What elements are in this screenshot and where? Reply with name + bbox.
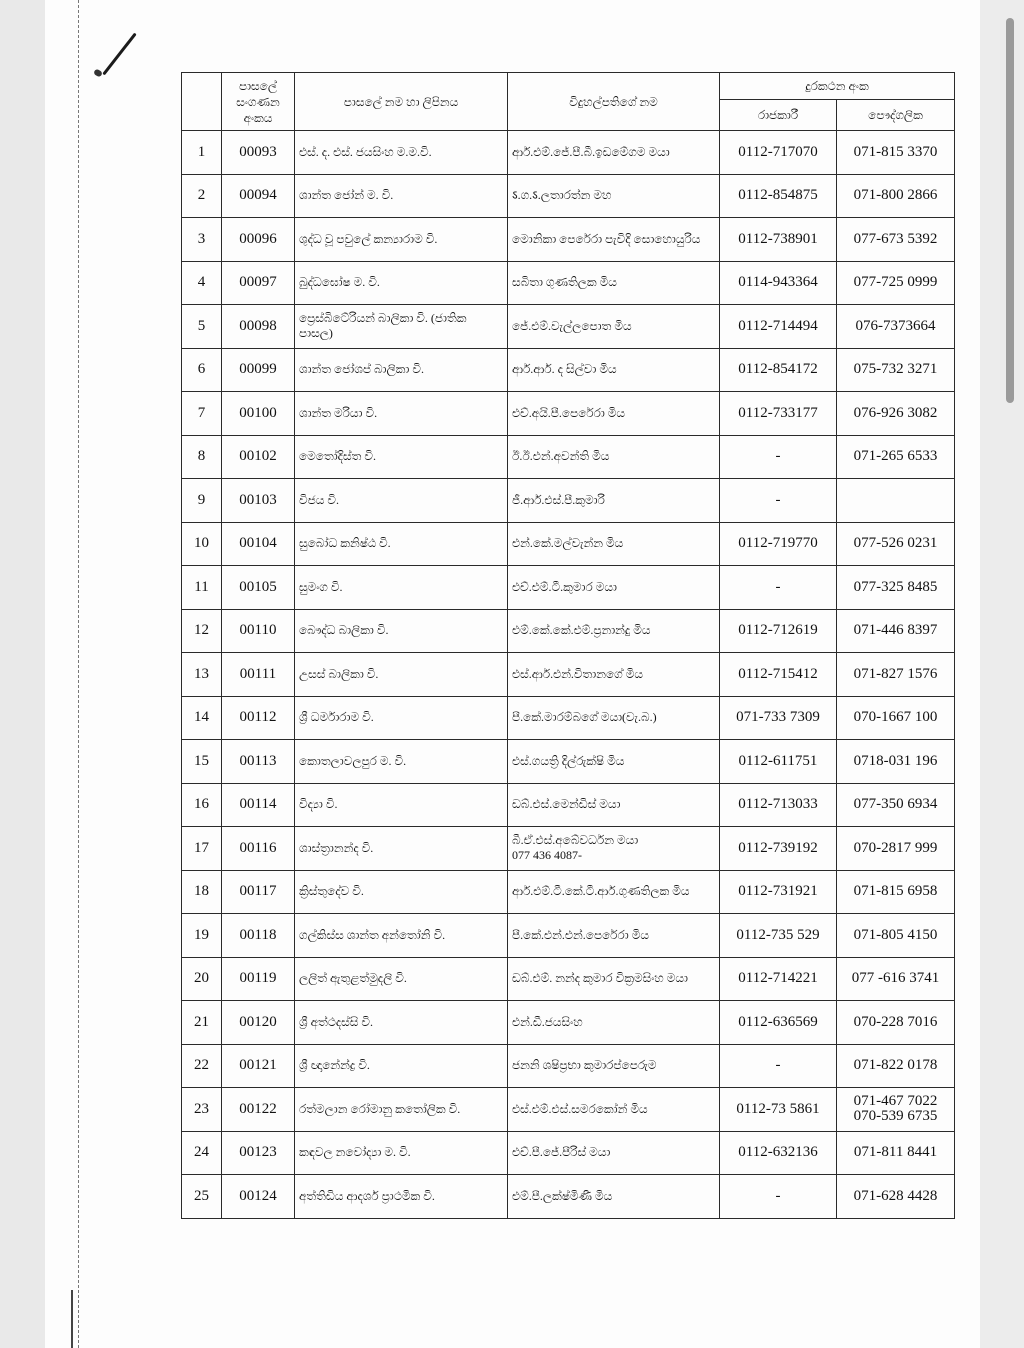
- row-phone-personal: [837, 1131, 955, 1175]
- principal-name: එම්.පී.ලක්ෂ්මිණී මිය: [512, 1188, 613, 1203]
- row-phone-personal: [837, 174, 955, 218]
- row-school-code: 00120: [222, 1001, 295, 1045]
- row-index: 20: [182, 957, 222, 1001]
- row-index: 13: [182, 653, 222, 697]
- row-phone-personal: [837, 1044, 955, 1088]
- row-school-name: ශාන්ත මරියා වි.: [295, 392, 508, 436]
- phone-personal-primary: 077-673 5392: [853, 230, 938, 247]
- table-row: [182, 740, 955, 784]
- table-row: [182, 348, 955, 392]
- row-phone-personal: [837, 218, 955, 262]
- row-index: 8: [182, 435, 222, 479]
- row-phone-office: 0112-733177: [720, 392, 837, 436]
- principal-name: ऽ.ග.ऽ.ලතාරත්න මහ: [512, 188, 612, 203]
- row-phone-office: 0112-738901: [720, 218, 837, 262]
- row-principal: [508, 1044, 720, 1088]
- phone-personal-primary: 070-1667 100: [853, 709, 938, 726]
- row-school-name: ප්‍රෙස්බිටේරියන් බාලිකා වි. (ජාතික පාසල): [295, 305, 508, 349]
- phone-personal-primary: 071-467 7022: [853, 1093, 938, 1110]
- phone-personal-primary: 070-2817 999: [853, 839, 938, 856]
- row-school-code: 00094: [222, 174, 295, 218]
- row-principal: [508, 827, 720, 871]
- phone-personal-primary: 071-628 4428: [853, 1187, 938, 1204]
- row-principal: [508, 1175, 720, 1219]
- row-phone-personal: [837, 522, 955, 566]
- row-principal: [508, 261, 720, 305]
- row-school-name: උසස් බාලිකා වි.: [295, 653, 508, 697]
- row-school-code: 00096: [222, 218, 295, 262]
- row-index: 18: [182, 870, 222, 914]
- page-margin-line: [78, 0, 80, 1348]
- row-school-code: 00097: [222, 261, 295, 305]
- row-phone-office: 0112-715412: [720, 653, 837, 697]
- row-school-name: රත්මලාන රෝමානු කතෝලික වි.: [295, 1088, 508, 1132]
- row-school-code: 00093: [222, 131, 295, 175]
- row-principal: [508, 783, 720, 827]
- table-row: [182, 1175, 955, 1219]
- phone-personal-primary: 071-446 8397: [853, 622, 938, 639]
- header-phone-group: දුරකථන අංක: [720, 73, 955, 100]
- phone-personal-primary: 071-811 8441: [853, 1144, 938, 1161]
- phone-personal-primary: 071-800 2866: [853, 187, 938, 204]
- row-school-name: අත්තිඩිය ආදර්ශ ප්‍රාථමික වි.: [295, 1175, 508, 1219]
- row-phone-office: -: [720, 1044, 837, 1088]
- row-phone-personal: [837, 870, 955, 914]
- row-school-code: 00121: [222, 1044, 295, 1088]
- row-phone-office: -: [720, 1175, 837, 1219]
- table-row: [182, 435, 955, 479]
- table-row: [182, 870, 955, 914]
- row-phone-personal: [837, 261, 955, 305]
- row-school-name: ශාස්ත්‍රානන්ද වි.: [295, 827, 508, 871]
- phone-personal-primary: 071-827 1576: [853, 665, 938, 682]
- row-phone-office: 0112-719770: [720, 522, 837, 566]
- row-phone-personal: [837, 783, 955, 827]
- row-index: 22: [182, 1044, 222, 1088]
- row-school-code: 00117: [222, 870, 295, 914]
- row-principal: [508, 957, 720, 1001]
- row-school-name: එස්. ද. එස්. ජයසිංහ ම.ම.වි.: [295, 131, 508, 175]
- principal-name: එන්.ඩී.ජයසිංහ: [512, 1014, 583, 1029]
- row-principal: [508, 392, 720, 436]
- phone-personal-primary: 077-350 6934: [853, 796, 938, 813]
- table-row: [182, 1044, 955, 1088]
- row-phone-office: 0112-717070: [720, 131, 837, 175]
- phone-personal-primary: 077 -616 3741: [851, 970, 940, 987]
- row-school-code: 00102: [222, 435, 295, 479]
- row-school-name: ශ්‍රී ධර්මාරාම වි.: [295, 696, 508, 740]
- row-school-name: විද්‍යා වි.: [295, 783, 508, 827]
- principal-handwritten-note: 077 436 4087-: [512, 848, 582, 863]
- principal-name: ජනනි ශෂිප්‍රභා කුමාරප්පෙරුම: [512, 1058, 657, 1073]
- phone-personal-primary: 076-926 3082: [853, 404, 938, 421]
- row-index: 9: [182, 479, 222, 523]
- row-school-name: ක්‍රිස්තුදේව වි.: [295, 870, 508, 914]
- header-phone-personal: පෞද්ගලික: [837, 100, 955, 131]
- row-school-code: 00103: [222, 479, 295, 523]
- row-index: 15: [182, 740, 222, 784]
- row-school-code: 00110: [222, 609, 295, 653]
- header-school-name: පාසලේ නම හා ලිපිනය: [295, 73, 508, 131]
- principal-name: එන්.කේ.මල්වැන්න මිය: [512, 536, 624, 551]
- row-index: 12: [182, 609, 222, 653]
- row-index: 2: [182, 174, 222, 218]
- row-principal: [508, 870, 720, 914]
- row-school-name: ගල්කිස්ස ශාන්ත අන්තෝනි වි.: [295, 914, 508, 958]
- row-phone-office: 0112-611751: [720, 740, 837, 784]
- row-school-code: 00099: [222, 348, 295, 392]
- row-index: 10: [182, 522, 222, 566]
- row-phone-personal: [837, 914, 955, 958]
- row-index: 5: [182, 305, 222, 349]
- row-index: 14: [182, 696, 222, 740]
- principal-name: ඩබ්.එම්. නන්ද කුමාර වික්‍රමසිංහ මයා: [512, 971, 688, 986]
- phone-personal-primary: 075-732 3271: [853, 361, 938, 378]
- school-directory-table: [181, 72, 955, 1219]
- phone-personal-primary: 070-228 7016: [853, 1013, 938, 1030]
- row-school-name: බෞද්ධ බාලිකා වි.: [295, 609, 508, 653]
- table-row: [182, 696, 955, 740]
- row-school-name: ශාන්ත ජෝශප් බාලිකා වි.: [295, 348, 508, 392]
- principal-name: ජේ.එම්.වැල්ලපොත මිය: [512, 318, 632, 333]
- row-school-code: 00118: [222, 914, 295, 958]
- row-principal: [508, 348, 720, 392]
- row-principal: [508, 435, 720, 479]
- row-school-code: 00116: [222, 827, 295, 871]
- row-phone-office: 0112-714221: [720, 957, 837, 1001]
- row-phone-office: -: [720, 566, 837, 610]
- row-phone-office: 0112-636569: [720, 1001, 837, 1045]
- row-phone-personal: [837, 696, 955, 740]
- table-row: [182, 653, 955, 697]
- principal-name: එම්.කේ.කේ.එම්.ප්‍රනාන්දු මිය: [512, 623, 651, 638]
- principal-name: පී.කේ.එන්.එන්.පෙරේරා මිය: [512, 927, 649, 942]
- table-row: [182, 783, 955, 827]
- row-school-code: 00112: [222, 696, 295, 740]
- row-phone-office: 0112-854172: [720, 348, 837, 392]
- row-school-name: ශුද්ධ වූ පවුලේ කන්‍යාරාම වි.: [295, 218, 508, 262]
- row-school-code: 00113: [222, 740, 295, 784]
- table-row: [182, 392, 955, 436]
- table-row: [182, 479, 955, 523]
- row-school-name: සුබෝධ කනිෂ්ඨ වි.: [295, 522, 508, 566]
- table-row: [182, 566, 955, 610]
- row-index: 11: [182, 566, 222, 610]
- principal-name: මොනිකා පෙරේරා පැවිදි සොහොයුරිය: [512, 231, 701, 246]
- row-index: 3: [182, 218, 222, 262]
- table-row: [182, 1088, 955, 1132]
- phone-personal-primary: 071-265 6533: [853, 448, 938, 465]
- row-phone-personal: [837, 1175, 955, 1219]
- header-phone-office: රාජකාරී: [720, 100, 837, 131]
- row-phone-office: 0112-632136: [720, 1131, 837, 1175]
- row-principal: [508, 218, 720, 262]
- phone-personal-primary: 071-815 3370: [853, 143, 938, 160]
- row-school-code: 00100: [222, 392, 295, 436]
- table-row: [182, 827, 955, 871]
- principal-name: සබිතා ගුණතිලක මිය: [512, 275, 617, 290]
- principal-name: ජී.ආර්.එස්.පී.කුමාරි: [512, 492, 605, 507]
- row-phone-personal: [837, 392, 955, 436]
- row-index: 7: [182, 392, 222, 436]
- row-principal: [508, 653, 720, 697]
- header-row-top: [182, 73, 955, 100]
- phone-personal-primary: 0718-031 196: [853, 752, 938, 769]
- row-school-name: ශාන්ත ජෝන් ම. වි.: [295, 174, 508, 218]
- phone-personal-primary: 076-7373664: [855, 317, 936, 334]
- row-phone-office: -: [720, 479, 837, 523]
- row-phone-personal: [837, 609, 955, 653]
- row-school-name: ශ්‍රී ඥානේන්ද්‍ර වි.: [295, 1044, 508, 1088]
- row-principal: [508, 479, 720, 523]
- principal-name: බී.ඒ.එස්.අබේවර්ධන මයා: [512, 833, 639, 848]
- row-school-name: ශ්‍රී අත්ථදස්සි වි.: [295, 1001, 508, 1045]
- phone-personal-secondary: 070-539 6735: [853, 1108, 938, 1125]
- row-phone-personal: [837, 1001, 955, 1045]
- table-body: [182, 131, 955, 1219]
- row-school-name: විජය වි.: [295, 479, 508, 523]
- row-principal: [508, 305, 720, 349]
- phone-personal-primary: 077-526 0231: [853, 535, 938, 552]
- scrollbar-thumb[interactable]: [1006, 18, 1014, 403]
- row-school-code: 00124: [222, 1175, 295, 1219]
- row-phone-office: 0112-713033: [720, 783, 837, 827]
- row-phone-personal: [837, 653, 955, 697]
- row-phone-office: 0112-712619: [720, 609, 837, 653]
- row-phone-personal: [837, 305, 955, 349]
- phone-personal-primary: 071-822 0178: [853, 1057, 938, 1074]
- table-row: [182, 1001, 955, 1045]
- row-school-code: 00104: [222, 522, 295, 566]
- row-phone-office: 0112-731921: [720, 870, 837, 914]
- page-edge-mark: [71, 1290, 73, 1348]
- row-school-name: මෙතෝදිස්ත වි.: [295, 435, 508, 479]
- row-phone-office: 0112-854875: [720, 174, 837, 218]
- principal-name: ඊ.ඊ.එන්.අවන්ති මිය: [512, 449, 610, 464]
- row-principal: [508, 914, 720, 958]
- row-school-code: 00119: [222, 957, 295, 1001]
- row-principal: [508, 740, 720, 784]
- table-row: [182, 609, 955, 653]
- row-index: 25: [182, 1175, 222, 1219]
- principal-name: ආර්.එම්.ටී.කේ.ටී.ආර්.ගුණතිලක මිය: [512, 884, 690, 899]
- table-row: [182, 914, 955, 958]
- header-principal: විදුහල්පතිගේ නම: [508, 73, 720, 131]
- row-principal: [508, 174, 720, 218]
- phone-personal-primary: 071-805 4150: [853, 926, 938, 943]
- row-phone-personal: [837, 348, 955, 392]
- table-row: [182, 522, 955, 566]
- header-index: [182, 73, 222, 131]
- row-principal: [508, 696, 720, 740]
- row-principal: [508, 609, 720, 653]
- row-phone-personal: [837, 131, 955, 175]
- row-phone-personal: [837, 827, 955, 871]
- table-row: [182, 131, 955, 175]
- row-school-code: 00111: [222, 653, 295, 697]
- principal-name: එස්.ආර්.එන්.විතානගේ මිය: [512, 666, 644, 681]
- row-index: 21: [182, 1001, 222, 1045]
- row-school-code: 00122: [222, 1088, 295, 1132]
- table-row: [182, 1131, 955, 1175]
- phone-personal-primary: 071-815 6958: [853, 883, 938, 900]
- row-school-name: කොතලාවලපුර ම. වි.: [295, 740, 508, 784]
- row-principal: [508, 131, 720, 175]
- table-row: [182, 218, 955, 262]
- principal-name: එච්.අයි.පී.පෙරේරා මිය: [512, 405, 626, 420]
- row-phone-office: 0112-739192: [720, 827, 837, 871]
- row-phone-personal: [837, 479, 955, 523]
- row-school-code: 00114: [222, 783, 295, 827]
- principal-name: ආර්.එම්.ජේ.පී.බී.ඉඩමේගම මයා: [512, 144, 670, 159]
- principal-name: එච්.එම්.ටී.කුමාර මයා: [512, 579, 617, 594]
- row-principal: [508, 1001, 720, 1045]
- table-row: [182, 261, 955, 305]
- row-school-name: කඳවල නවෝද්‍යා ම. වි.: [295, 1131, 508, 1175]
- row-school-name: බුද්ධඝෝෂ ම. වි.: [295, 261, 508, 305]
- phone-personal-primary: 077-325 8485: [853, 578, 938, 595]
- principal-name: එස්.එම්.එස්.සමරකෝන් මිය: [512, 1101, 648, 1116]
- row-principal: [508, 1131, 720, 1175]
- row-index: 6: [182, 348, 222, 392]
- row-phone-personal: [837, 1088, 955, 1132]
- row-index: 19: [182, 914, 222, 958]
- row-index: 4: [182, 261, 222, 305]
- phone-personal-primary: 077-725 0999: [853, 274, 938, 291]
- row-phone-office: 071-733 7309: [720, 696, 837, 740]
- row-phone-personal: [837, 740, 955, 784]
- row-phone-office: 0112-735 529: [720, 914, 837, 958]
- row-index: 16: [182, 783, 222, 827]
- table-row: [182, 305, 955, 349]
- table-row: [182, 174, 955, 218]
- row-index: 1: [182, 131, 222, 175]
- row-index: 17: [182, 827, 222, 871]
- principal-name: එච්.පී.ජේ.පීරිස් මයා: [512, 1145, 611, 1160]
- principal-name: එස්.ගයත්‍රි දිල්රුක්ෂි මිය: [512, 753, 625, 768]
- header-school-number: පාසලේ සංගණන අංකය: [222, 73, 295, 131]
- row-phone-personal: [837, 566, 955, 610]
- row-index: 23: [182, 1088, 222, 1132]
- row-principal: [508, 566, 720, 610]
- row-phone-office: 0112-73 5861: [720, 1088, 837, 1132]
- row-phone-office: 0114-943364: [720, 261, 837, 305]
- row-school-code: 00105: [222, 566, 295, 610]
- scrollbar-track[interactable]: [980, 0, 1024, 1348]
- table-row: [182, 957, 955, 1001]
- row-phone-personal: [837, 957, 955, 1001]
- principal-name: ආර්.ආර්. ද සිල්වා මිය: [512, 362, 617, 377]
- row-index: 24: [182, 1131, 222, 1175]
- row-school-code: 00123: [222, 1131, 295, 1175]
- row-principal: [508, 1088, 720, 1132]
- row-principal: [508, 522, 720, 566]
- row-phone-personal: [837, 435, 955, 479]
- row-school-code: 00098: [222, 305, 295, 349]
- row-school-name: ලලිත් ඇතුළත්මුදලි වි.: [295, 957, 508, 1001]
- principal-name: ඩබ්.එස්.මෙන්ඩිස් මයා: [512, 797, 621, 812]
- principal-name: පී.කේ.මාරම්බගේ මයා(වැ.බ.): [512, 710, 657, 725]
- row-phone-office: 0112-714494: [720, 305, 837, 349]
- row-phone-office: -: [720, 435, 837, 479]
- row-school-name: සුමංග වි.: [295, 566, 508, 610]
